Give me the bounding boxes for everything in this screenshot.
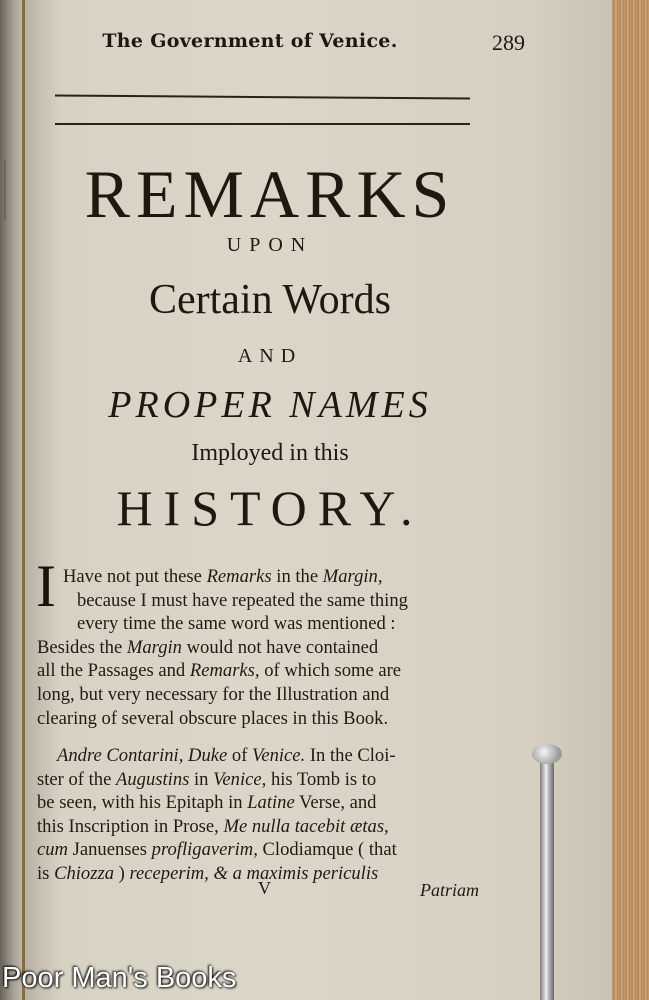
facing-page-bleed (4, 160, 24, 220)
text-line (37, 862, 467, 886)
italic-run: receperim, & a maximis periculis (129, 862, 379, 884)
text-run: ) (114, 862, 130, 884)
text-run: in the (271, 566, 323, 587)
text-run: be seen, with his Epitaph in (37, 792, 248, 814)
text-line (37, 659, 467, 683)
title-proper-names: PROPER NAMES (108, 384, 432, 426)
text-run: Januenses (67, 839, 152, 861)
text-run: of (227, 745, 253, 766)
text-line (37, 589, 467, 613)
text-run: Besides the (37, 636, 127, 658)
title-upon: UPON (226, 234, 314, 256)
text-line (37, 815, 467, 839)
text-run: long, but very necessary for the Illustration and (37, 683, 390, 705)
signature-mark: V (258, 878, 271, 898)
text-run: would not have contained (181, 636, 379, 658)
bookmark-cap (532, 744, 562, 764)
text-run: clearing of several obscure places in this Book. (37, 707, 389, 729)
italic-run: profligaverim, (151, 839, 258, 861)
text-run: Have not put these (63, 566, 207, 587)
italic-run: Venice. (252, 745, 306, 766)
text-line (37, 636, 467, 660)
title-imployed: Imployed in this (191, 440, 349, 466)
text-line (37, 768, 467, 792)
text-run: of which some are (259, 660, 402, 682)
page-number: 289 (492, 30, 525, 55)
text-run: his Tomb is to (266, 768, 377, 790)
text-line (37, 707, 467, 731)
text-line (37, 791, 467, 815)
italic-run: cum (37, 839, 68, 861)
title-certain-words: Certain Words (149, 277, 391, 323)
text-run: this Inscription in Prose, (37, 815, 224, 837)
italic-run: Venice, (213, 768, 267, 790)
header-rule-bottom (55, 123, 470, 125)
title-and: AND (237, 345, 303, 367)
text-run: is (37, 862, 55, 884)
italic-run: Latine (247, 792, 295, 814)
catchword: Patriam (420, 880, 480, 900)
text-line (37, 838, 467, 862)
text-line (37, 683, 467, 707)
text-run: Clodiamque ( that (257, 839, 397, 861)
text-run: every time the same word was mentioned : (77, 613, 396, 635)
text-run: Verse, and (294, 792, 377, 814)
paragraph-contarini (37, 744, 467, 886)
metal-bookmark (540, 748, 554, 1000)
text-line (37, 565, 467, 589)
italic-run: Augustins (116, 768, 190, 790)
italic-run: Andre Contarini, Duke (57, 745, 228, 766)
text-line (37, 744, 467, 768)
italic-run: Remarks (206, 566, 272, 587)
title-history: HISTORY. (116, 480, 424, 536)
page-block-edge (612, 0, 649, 1000)
italic-run: Remarks, (189, 660, 260, 682)
italic-run: Margin (126, 636, 182, 658)
drop-cap: I (36, 553, 56, 619)
paragraph-intro (37, 565, 467, 730)
text-run: all the Passages and (37, 660, 190, 682)
text-run: because I must have repeated the same thing (77, 589, 408, 611)
running-head: The Government of Venice. (102, 30, 398, 52)
watermark: Poor Man's Books (2, 962, 237, 994)
italic-run: Margin, (322, 566, 383, 587)
text-run: In the Cloi- (305, 745, 396, 766)
title-remarks: REMARKS (84, 156, 456, 232)
italic-run: Chiozza (54, 862, 114, 884)
italic-run: Me nulla tacebit ætas, (223, 815, 389, 837)
text-run: in (189, 768, 214, 790)
text-line (37, 612, 467, 636)
text-run: ster of the (37, 768, 116, 790)
